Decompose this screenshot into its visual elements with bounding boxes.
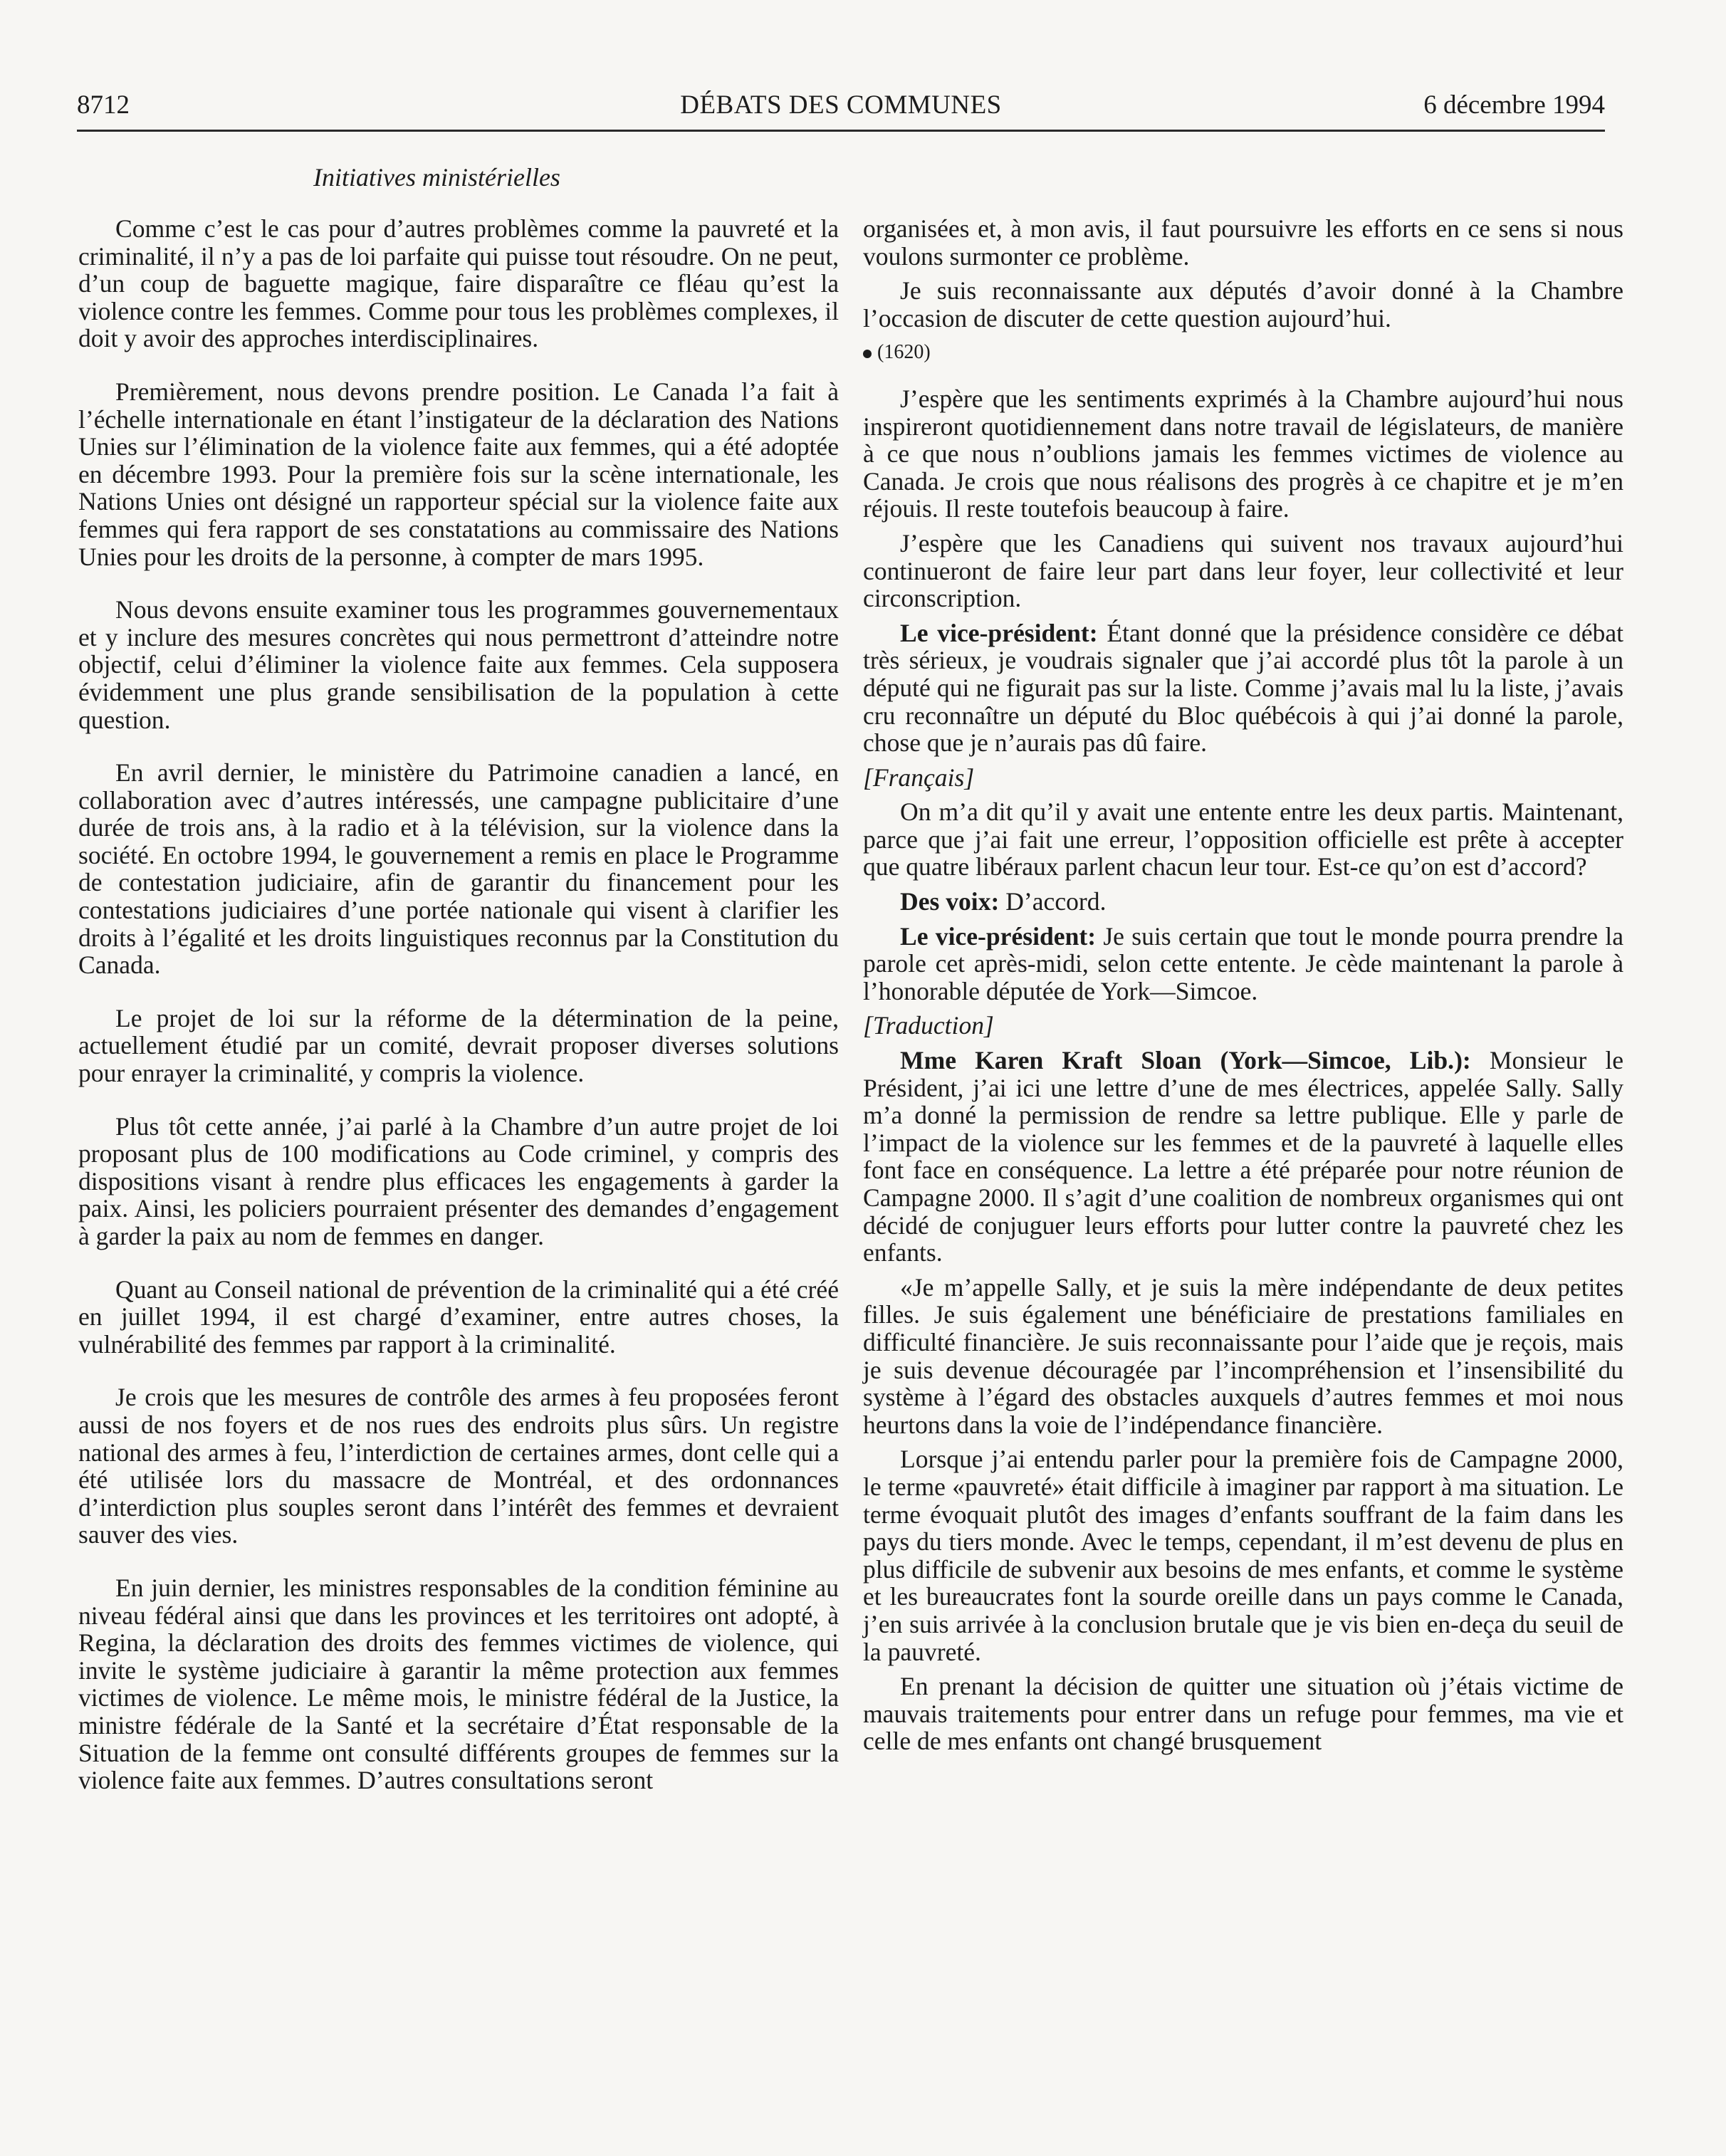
paragraph: Je suis reconnaissante aux députés d’avoir donné à la Chambre l’occasion de discuter de cette question aujourd’hui. [863, 276, 1623, 333]
publication-title: DÉBATS DES COMMUNES [680, 90, 1002, 120]
page-header [77, 87, 1605, 132]
paragraph: En avril dernier, le ministère du Patrimoine canadien a lancé, en collaboration avec d’autres intéressés, une campagne publicitaire d’une durée de trois ans, à la radio et à la télévision, sur la violence dans la société. En octobre 1994, le gouvernement a remis en place le Programme de contestation judiciaire, afin de garantir du financement pour les contestations judiciaires d’une portée nationale qui visent à clarifier les droits à l’égalité et les droits linguistiques reconnus par la Constitution du Canada. [78, 758, 839, 980]
right-column [863, 215, 1623, 1762]
speaker-name: Le vice-président: [900, 618, 1098, 647]
language-marker: [Traduction] [863, 1011, 994, 1040]
paragraph: Le projet de loi sur la réforme de la détermination de la peine, actuellement étudié par un comité, devrait proposer diverses solutions pour enrayer la criminalité, y compris la violence. [78, 1003, 839, 1088]
speaker-name: Des voix: [900, 887, 1000, 916]
speech-paragraph [863, 619, 1623, 757]
paragraph: On m’a dit qu’il y avait une entente entre les deux partis. Maintenant, parce que j’ai fait une erreur, l’opposition officielle est prête à accepter que quatre libéraux parlent chacun leur tour. Est-ce qu’on est d’accord? [863, 797, 1623, 881]
paragraph: organisées et, à mon avis, il faut poursuivre les efforts en ce sens si nous voulons surmonter ce problème. [863, 214, 1623, 271]
speech-text: Je suis certain que tout le monde pourra prendre la parole cet après-midi, selon cette entente. Je cède maintenant la parole à l’honorable députée de York—Simcoe. [863, 921, 1623, 1005]
speech-text: D’accord. [999, 887, 1107, 916]
speaker-name: Le vice-président: [900, 921, 1097, 951]
time-marker-text: (1620) [877, 341, 931, 364]
paragraph: «Je m’appelle Sally, et je suis la mère indépendante de deux petites filles. Je suis également une bénéficiaire de prestations familiales en difficulté financière. Je suis reconnaissante pour l’aide que je reçois, mais je suis devenue découragée par l’incompréhension et l’insensibilité du système à l’égard des obstacles auxquels d’autres femmes et moi nous heurtons dans la voie de l’indépendance financière. [863, 1272, 1623, 1439]
paragraph: En prenant la décision de quitter une situation où j’étais victime de mauvais traitements pour entrer dans un refuge pour femmes, ma vie et celle de mes enfants ont changé brusquement [863, 1672, 1623, 1756]
speech-paragraph [863, 1047, 1623, 1267]
speech-text: Étant donné que la présidence considère ce débat très sérieux, je voudrais signaler que j’ai accordé plus tôt la parole à un député qui ne figurait pas sur la liste. Comme j’avais mal lu la liste, j’avais cru reconnaître un député du Bloc québécois à qui j’ai donné la parole, chose que je n’aurais pas dû faire. [863, 618, 1623, 758]
paragraph: Je crois que les mesures de contrôle des armes à feu proposées feront aussi de nos foyers et de nos rues des endroits plus sûrs. Un registre national des armes à feu, l’interdiction de certaines armes, dont celle qui a été utilisée lors du massacre de Montréal, et des ordonnances d’interdiction plus souples seront dans l’intérêt des femmes et devraient sauver des vies. [78, 1383, 839, 1549]
bullet-icon [863, 350, 872, 358]
language-marker: [Français] [863, 763, 975, 792]
paragraph: Premièrement, nous devons prendre position. Le Canada l’a fait à l’échelle internationale en étant l’instigateur de la déclaration des Nations Unies sur l’élimination de la violence faite aux femmes, qui a été adoptée en décembre 1993. Pour la première fois sur la scène internationale, les Nations Unies ont désigné un rapporteur spécial sur la violence faite aux femmes qui fera rapport de ses constatations au commissaire des Nations Unies pour les droits de la personne, à compter de mars 1995. [78, 377, 839, 571]
paragraph: En juin dernier, les ministres responsables de la condition féminine au niveau fédéral ainsi que dans les provinces et les territoires ont adopté, à Regina, la déclaration des droits des femmes victimes de violence, qui invite le système judiciaire à garantir la même protection aux femmes victimes de violence. Le même mois, le ministre fédéral de la Justice, la ministre fédérale de la Santé et la secrétaire d’État responsable de la Situation de la femme ont consulté différents groupes de femmes sur la violence faite aux femmes. D’autres consultations seront [78, 1573, 839, 1795]
speech-paragraph [863, 923, 1623, 1005]
page-number: 8712 [77, 90, 130, 120]
paragraph: J’espère que les sentiments exprimés à la Chambre aujourd’hui nous inspireront quotidiennement dans notre travail de législateurs, de manière à ce que nous n’oublions jamais les femmes victimes de violence au Canada. Je crois que nous réalisons des progrès à ce chapitre et je m’en réjouis. Il reste toutefois beaucoup à faire. [863, 384, 1623, 523]
paragraph: J’espère que les Canadiens qui suivent nos travaux aujourd’hui continueront de faire leur part dans leur foyer, leur collectivité et leur circonscription. [863, 528, 1623, 613]
paragraph: Plus tôt cette année, j’ai parlé à la Chambre d’un autre projet de loi proposant plus de 100 modifications au Code criminel, y compris des dispositions visant à rendre plus efficaces les engagements à garder la paix. Ainsi, les policiers pourraient présenter des demandes d’engagement à garder la paix au nom de femmes en danger. [78, 1111, 839, 1250]
section-title: Initiatives ministérielles [313, 163, 560, 192]
time-marker [863, 339, 1623, 367]
paragraph: Comme c’est le cas pour d’autres problèmes comme la pauvreté et la criminalité, il n’y a pas de loi parfaite qui puisse tout résoudre. On ne peut, d’un coup de baguette magique, faire disparaître ce fléau qu’est la violence contre les femmes. Comme pour tous les problèmes complexes, il doit y avoir des approches interdisciplinaires. [78, 214, 839, 353]
left-column [78, 215, 839, 1820]
paragraph: Quant au Conseil national de prévention de la criminalité qui a été créé en juillet 1994, il est chargé d’examiner, entre autres choses, la vulnérabilité des femmes par rapport à la criminalité. [78, 1275, 839, 1359]
speaker-name: Mme Karen Kraft Sloan (York—Simcoe, Lib.): [900, 1046, 1471, 1075]
speech-paragraph [863, 888, 1623, 916]
speech-text: Monsieur le Président, j’ai ici une lettre d’une de mes électrices, appelée Sally. Sally m’a donné la permission de rendre sa lettre publique. Elle y parle de l’impact de la violence sur les femmes et de la pauvreté à laquelle elles font face en conséquence. La lettre a été préparée pour notre réunion de Campagne 2000. Il s’agit d’une coalition de nombreux organismes qui ont décidé de conjuguer leurs efforts pour lutter contre la pauvreté chez les enfants. [863, 1046, 1623, 1267]
publication-date: 6 décembre 1994 [1423, 90, 1605, 120]
paragraph: Nous devons ensuite examiner tous les programmes gouvernementaux et y inclure des mesures concrètes qui nous permettront d’atteindre notre objectif, celui d’éliminer la violence faite aux femmes. Cela supposera évidemment une plus grande sensibilisation de la population à cette question. [78, 595, 839, 734]
paragraph: Lorsque j’ai entendu parler pour la première fois de Campagne 2000, le terme «pauvreté» était difficile à imaginer par rapport à ma situation. Le terme évoquait plutôt des images d’enfants souffrant de la faim dans les pays du tiers monde. Avec le temps, cependant, il m’est devenu de plus en plus difficile de subvenir aux besoins de mes enfants, et comme le système et les bureaucrates font la sourde oreille dans un pays comme le Canada, j’en suis arrivée à la conclusion brutale que je vis bien en-deça du seuil de la pauvreté. [863, 1445, 1623, 1666]
